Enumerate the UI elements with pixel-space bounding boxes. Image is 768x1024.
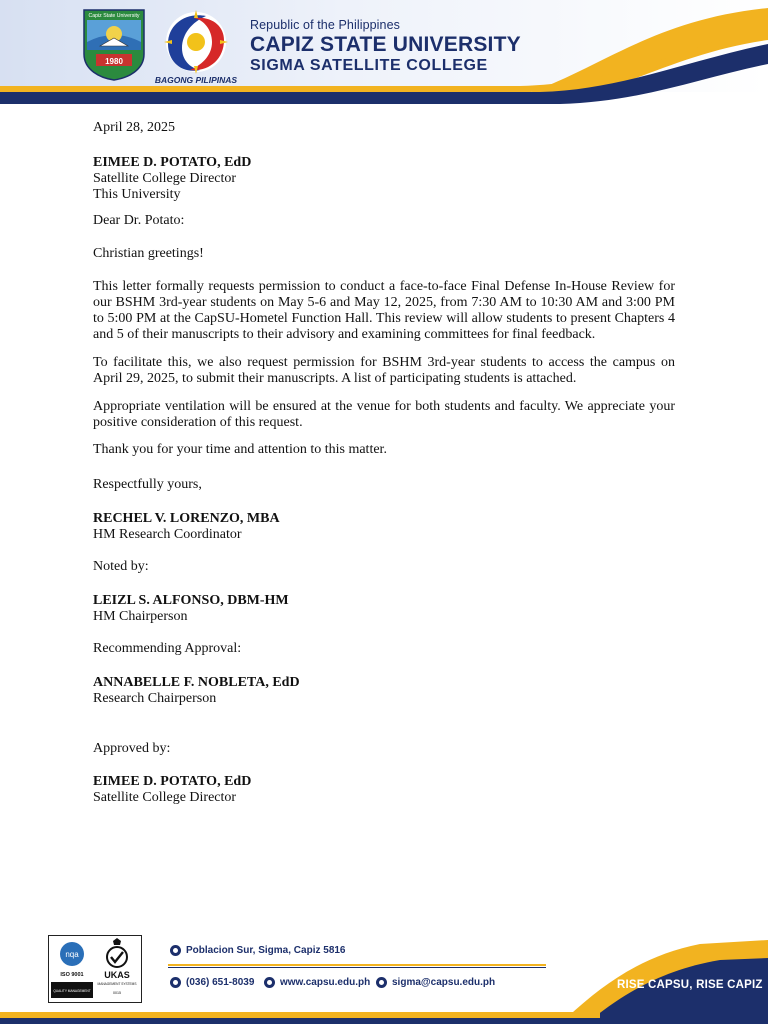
university-name: CAPIZ STATE UNIVERSITY [250,33,521,56]
ukas-sub-label: MANAGEMENT SYSTEMS [97,982,137,986]
address-text: Poblacion Sur, Sigma, Capiz 5816 [186,945,346,956]
recommending-approval-label: Recommending Approval: [93,641,242,656]
letter-footer [0,926,768,1024]
approved-by-label: Approved by: [93,741,171,756]
ukas-number: 0015 [113,991,121,995]
republic-label: Republic of the Philippines [250,18,401,32]
footer-slogan: RISE CAPSU, RISE CAPIZ [617,979,763,991]
signatory-name: ANNABELLE F. NOBLETA, EdD [93,675,300,690]
footer-divider-navy [168,967,546,968]
ukas-label: UKAS [104,970,130,980]
letterhead [0,0,768,106]
signatory-title: Research Chairperson [93,691,217,706]
letter-date: April 28, 2025 [93,120,176,135]
signatory-title: Satellite College Director [93,790,237,805]
paragraph-campus-access: To facilitate this, we also request permission for BSHM 3rd-year students to access the campus on April 29, 2025, to submit their manuscripts. A list of participating students is attached. [93,355,675,386]
greeting: Christian greetings! [93,246,204,261]
signatory-title: HM Research Coordinator [93,527,242,542]
footer-email [376,977,495,988]
capsu-logo-name: Capiz State University [88,13,140,19]
capsu-seal-logo [82,8,146,82]
footer-divider [168,964,546,966]
phone-text: (036) 651-8039 [186,977,255,988]
closing: Respectfully yours, [93,477,202,492]
college-name: SIGMA SATELLITE COLLEGE [250,57,488,74]
phone-icon [170,977,181,988]
paragraph-thanks: Thank you for your time and attention to this matter. [93,442,387,457]
footer-phone [170,977,254,988]
location-pin-icon [170,945,181,956]
capsu-logo-year: 1980 [105,57,123,66]
paragraph-ventilation: Appropriate ventilation will be ensured at the venue for both students and faculty. We appreciate your positive consideration of this request. [93,399,675,430]
noted-by-label: Noted by: [93,559,149,574]
quality-management-label: QUALITY MANAGEMENT [53,989,91,993]
website-text: www.capsu.edu.ph [280,977,371,988]
footer-website [264,977,370,988]
globe-icon [264,977,275,988]
bagong-pilipinas-label: BAGONG PILIPINAS [154,75,238,85]
email-icon [376,977,387,988]
recipient-title: Satellite College Director [93,171,237,186]
footer-address [170,945,346,956]
signatory-name: LEIZL S. ALFONSO, DBM-HM [93,593,289,608]
signatory-name: EIMEE D. POTATO, EdD [93,774,252,789]
email-text: sigma@capsu.edu.ph [392,977,496,988]
ukas-badge [96,938,138,998]
certification-badges [48,935,142,1003]
letter-body [93,120,675,806]
salutation: Dear Dr. Potato: [93,213,185,228]
recipient-name: EIMEE D. POTATO, EdD [93,155,252,170]
nqa-label: nqa [65,950,79,959]
bagong-pilipinas-logo [152,4,240,86]
recipient-org: This University [93,187,181,202]
signatory-name: RECHEL V. LORENZO, MBA [93,511,280,526]
signatory-title: HM Chairperson [93,609,188,624]
paragraph-request: This letter formally requests permission to conduct a face-to-face Final Defense In-House Review for our BSHM 3rd-year students on May 5-6 and May 12, 2025, from 7:30 AM to 10:30 AM and 3:00 PM to 5:00 PM at the CapSU-Hometel Function Hall. This review will allow students to present Chapters 4 and 5 of their manuscripts to their advisory and examining committees for final feedback. [93,279,675,342]
institution-heading [250,18,521,75]
iso-label: ISO 9001 [60,972,84,978]
nqa-iso-badge [51,938,93,998]
